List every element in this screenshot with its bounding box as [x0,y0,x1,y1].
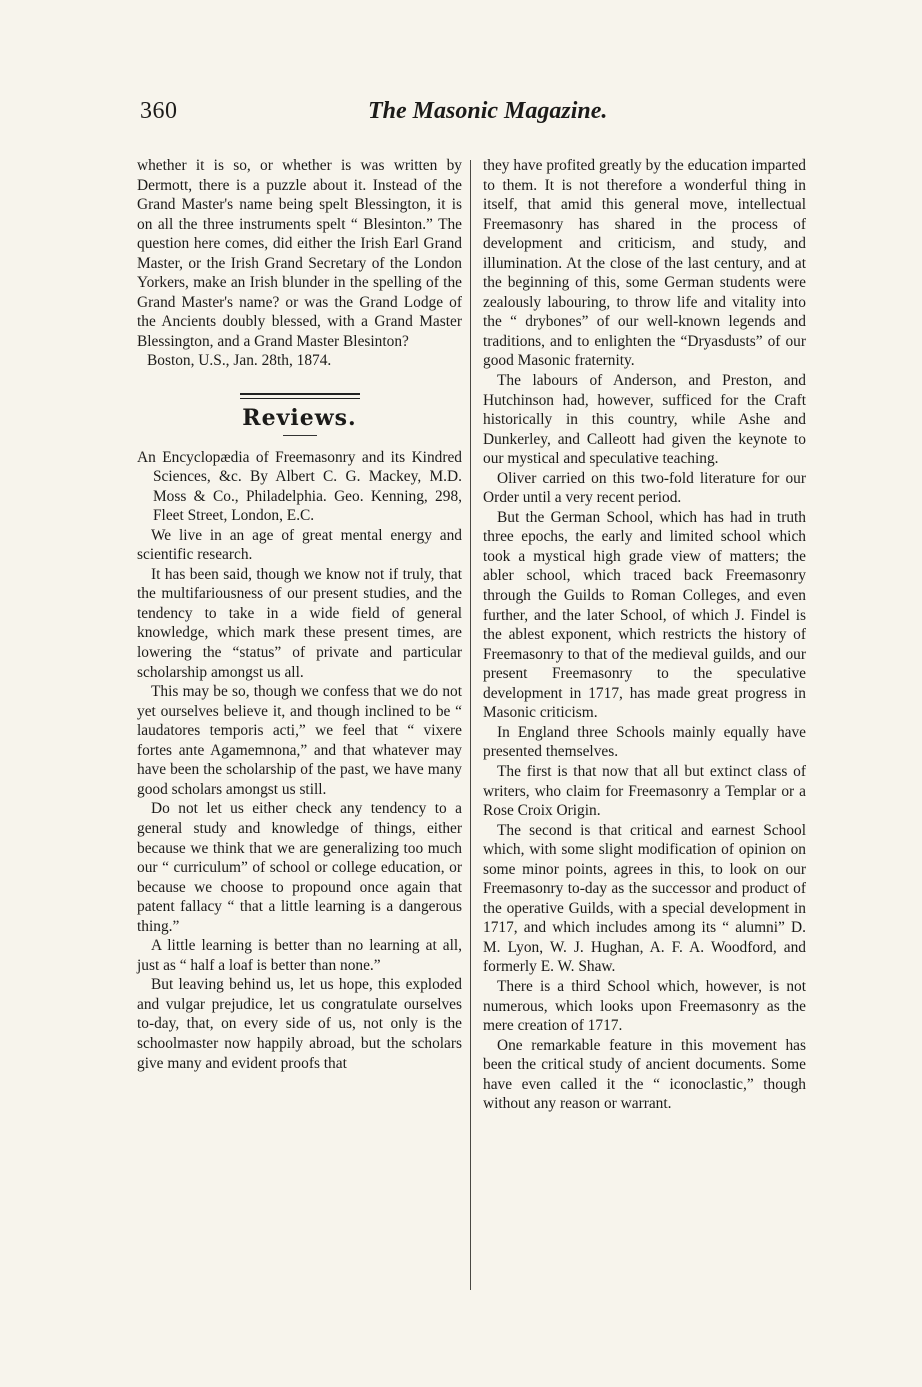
paragraph: A little learning is better than no learning at all, just as “ half a loaf is better than none.” [137,937,462,974]
paragraph: they have profited greatly by the education imparted to them. It is not therefore a wonderful thing in itself, that amid this general move, intellectual Freemasonry has shared in the process of development and criticism, and study, and illumination. At the close of the last century, and at the beginning of this, some German students were zealously labouring, to throw life and vitality into the “ drybones” of our well-known legends and traditions, and to enlighten the “Dryasdusts” of our good Masonic fraternity. [483,157,806,370]
magazine-title: The Masonic Magazine. [368,98,608,124]
right-column [483,156,806,1114]
paragraph: The labours of Anderson, and Preston, and Hutchinson had, however, sufficed for the Craft historically in this country, while Ashe and Dunkerley, and Calleott had given the keynote to our mystical and speculative teaching. [483,372,806,468]
left-column [137,156,462,1073]
review-citation: An Encyclopædia of Freemasonry and its Kindred Sciences, &c. By Albert C. G. Mackey, M.D. Moss & Co., Philadelphia. Geo. Kenning, 298, Fleet Street, London, E.C. [137,448,462,525]
heading-rule [283,435,317,436]
paragraph: Oliver carried on this two-fold literature for our Order until a very recent period. [483,469,806,507]
paragraph: The second is that critical and earnest School which, with some slight modification of opinion on some minor points, agrees in this, to look on our Freemasonry to-day as the successor and product of the operative Guilds, with a special development in 1717, and which includes among its “ alumni” D. M. Lyon, W. J. Hughan, A. F. A. Woodford, and formerly E. W. Shaw. [483,821,806,976]
dateline: Boston, U.S., Jan. 28th, 1874. [147,352,332,370]
paragraph: But leaving behind us, let us hope, this exploded and vulgar prejudice, let us congratulate ourselves to-day, that, on every side of us, not only is the schoolmaster now happily abroad, but the scholars give many and evident proofs that [137,976,462,1072]
section-rule [240,393,360,399]
paragraph: whether it is so, or whether is was written by Dermott, there is a puzzle about it. Instead of the Grand Master's name being spelt Blessington, it is on all the three instruments spelt “ Blesinton.” The question here comes, did either the Irish Earl Grand Master, or the Irish Grand Secretary of the London Yorkers, make an Irish blunder in the spelling of the Grand Master's name? or was the Grand Lodge of the Ancients doubly blessed, with a Grand Master Blessington, and a Grand Master Blesinton? [137,157,462,350]
paragraph: But the German School, which has had in truth three epochs, the early and limited school which took a mystical high grade view of matters; the abler school, which traced back Freemasonry through the Guilds to Roman Colleges, and even further, and the later School, of which J. Findel is the ablest exponent, which restricts the history of Freemasonry to that of the medieval guilds, and our present Freemasonry to the speculative development in 1717, has made great progress in Masonic criticism. [483,508,806,722]
section-heading: Reviews. [242,405,357,432]
column-divider [470,160,471,1290]
paragraph: There is a third School which, however, is not numerous, which looks upon Freemasonry as the mere creation of 1717. [483,977,806,1035]
paragraph: Do not let us either check any tendency to a general study and knowledge of things, either because we think that we are generalizing too much our “ curriculum” of school or college education, or because we choose to propound once again that patent fallacy “ that a little learning is a dangerous thing.” [137,800,462,935]
paragraph: The first is that now that all but extinct class of writers, who claim for Freemasonry a Templar or a Rose Croix Origin. [483,762,806,820]
paragraph: We live in an age of great mental energy and scientific research. [137,526,462,564]
paragraph: It has been said, though we know not if truly, that the multifariousness of our present studies, and the tendency to take in a wide field of general knowledge, which mark these present times, are lowering the “status” of private and particular scholarship amongst us all. [137,565,462,681]
paragraph: This may be so, though we confess that we do not yet ourselves believe it, and though inclined to be “ laudatores temporis acti,” we feel that “ vixere fortes ante Agamemnona,” and that whatever may have been the scholarship of the past, we have many good scholars amongst us still. [137,683,462,798]
paragraph: One remarkable feature in this movement has been the critical study of ancient documents. Some have even called it the “ iconoclastic,” though without any reason or warrant. [483,1036,806,1113]
paragraph: In England three Schools mainly equally have presented themselves. [483,723,806,761]
page-number: 360 [140,98,178,124]
running-header [140,98,810,138]
